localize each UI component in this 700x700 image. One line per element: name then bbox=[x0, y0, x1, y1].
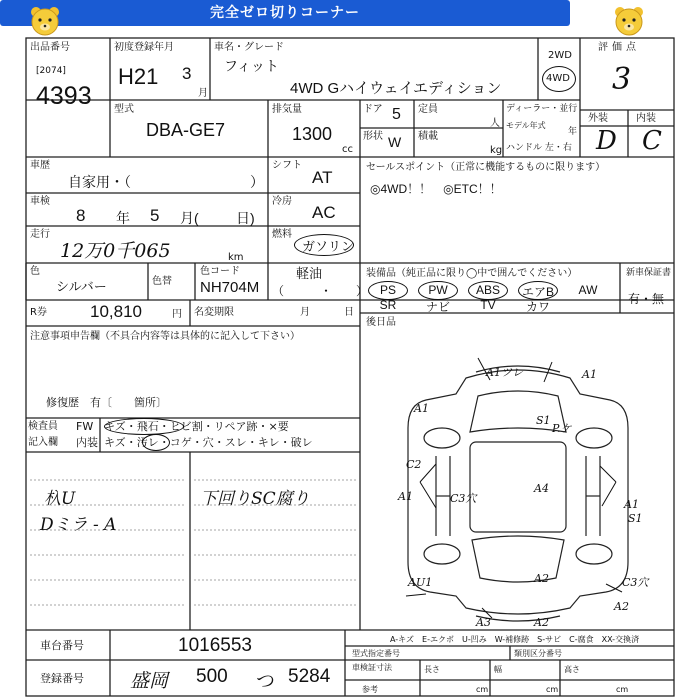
displacement-label: 排気量 bbox=[272, 104, 302, 115]
diagram-mark-10: S1 bbox=[628, 512, 643, 525]
equipment-label: 装備品（純正品に限り◯中で囲んでください） bbox=[366, 268, 578, 279]
diagram-mark-13: C3穴 bbox=[622, 576, 649, 589]
equipment-item-top-2: ABS bbox=[475, 283, 500, 297]
shape-value: W bbox=[388, 134, 402, 150]
diagram-mark-0: A1ツレ bbox=[486, 366, 523, 379]
score-interior-value: C bbox=[642, 126, 662, 156]
load-label: 積載 bbox=[418, 131, 438, 142]
lot-sub-number: [2074] bbox=[36, 66, 66, 76]
color-code: NH704M bbox=[200, 279, 260, 296]
inspection-month-unit: 月( bbox=[180, 210, 199, 226]
model-year-unit: 年 bbox=[568, 127, 578, 137]
mileage-unit: km bbox=[228, 252, 244, 263]
damage-legend: A-キズ E-エクボ U-凹み W-補修跡 S-サビ C-腐食 XX-交換済 bbox=[390, 635, 640, 644]
fuel-other: （ ・ ） bbox=[272, 284, 369, 298]
check-interior-head: 内装 bbox=[76, 436, 98, 449]
color-change-label: 色替 bbox=[152, 276, 172, 287]
diagram-mark-11: AU1 bbox=[408, 576, 433, 589]
load-unit: kg bbox=[490, 145, 503, 156]
displacement-unit: cc bbox=[342, 144, 353, 155]
diagram-mark-4: P.ケ bbox=[552, 422, 572, 435]
check-fw-circle bbox=[104, 418, 184, 435]
dealer-label: ディーラー・並行 bbox=[506, 104, 578, 114]
mileage-value: 12万0千065 bbox=[60, 240, 171, 262]
diagram-mark-9: A1 bbox=[624, 498, 639, 511]
inspector-label: 検査員 bbox=[28, 421, 58, 432]
diagram-mark-5: C2 bbox=[406, 458, 422, 471]
doors-value: 5 bbox=[392, 106, 401, 123]
later-items-label: 後日品 bbox=[366, 317, 396, 328]
name-change-month: 月 bbox=[300, 307, 310, 318]
r-fee-label: R券 bbox=[30, 307, 47, 318]
plate-region: 盛岡 bbox=[130, 670, 169, 692]
length-cm: cm bbox=[476, 685, 489, 694]
remark-left-1: 杁U bbox=[44, 489, 76, 509]
equipment-item-top-1: PW bbox=[428, 283, 448, 297]
diagram-mark-8: A4 bbox=[534, 482, 549, 495]
color-label: 色 bbox=[30, 266, 40, 277]
equipment-item-bottom-1: ナビ bbox=[425, 300, 450, 314]
equipment-item-top-0: PS bbox=[379, 283, 396, 297]
remark-left-2: Dミラ - A bbox=[40, 515, 117, 535]
diagram-mark-15: A3 bbox=[476, 616, 491, 628]
history-label: 車歴 bbox=[30, 160, 50, 171]
ac-value: AC bbox=[312, 203, 336, 222]
car-name: フィット bbox=[224, 58, 279, 74]
diagram-mark-3: S1 bbox=[536, 414, 551, 427]
model-year-label: モデル年式 bbox=[506, 121, 546, 130]
notes-label: 注意事項申告欄（不具合内容等は具体的に記入して下さい） bbox=[30, 331, 300, 342]
score-exterior-label: 外装 bbox=[588, 113, 608, 124]
vehicle-size-label: 車検証寸法 bbox=[352, 663, 392, 672]
car-name-label: 車名・グレード bbox=[214, 42, 284, 53]
sales-points-label: セールスポイント（正常に機能するものに限ります） bbox=[366, 162, 606, 173]
repair-history: 修復歴 有〔 箇所〕 bbox=[46, 396, 167, 409]
diagram-mark-7: C3穴 bbox=[450, 492, 477, 505]
diagram-mark-14: A2 bbox=[614, 600, 629, 613]
reference-label: 参考 bbox=[362, 685, 378, 694]
warranty-value: 有・無 bbox=[628, 292, 665, 306]
handle-label: ハンドル 左・右 bbox=[506, 143, 572, 153]
spec-number-label: 型式指定番号 bbox=[352, 649, 400, 658]
history-close: ） bbox=[250, 174, 264, 190]
width-label: 幅 bbox=[494, 665, 502, 674]
drive-label: 2WD bbox=[548, 50, 572, 61]
sales-points-text: ◎4WD！！ ◎ETC！！ bbox=[370, 182, 502, 196]
equipment-item-bottom-0: SR bbox=[379, 298, 397, 312]
shape-label: 形状 bbox=[363, 131, 383, 142]
r-fee-unit: 円 bbox=[172, 309, 182, 320]
registration-label: 初度登録年月 bbox=[114, 42, 174, 53]
height-label: 高さ bbox=[564, 665, 580, 674]
check-interior-circle bbox=[142, 434, 170, 451]
ac-label: 冷房 bbox=[272, 196, 292, 207]
diagram-mark-16: A2 bbox=[534, 616, 549, 628]
score-value: 3 bbox=[612, 62, 632, 97]
class-number-label: 類別区分番号 bbox=[514, 649, 562, 658]
inspection-month: 5 bbox=[150, 206, 160, 225]
registration-era-year: H21 bbox=[118, 64, 159, 89]
check-interior-items: キズ・汚レ・コゲ・穴・スレ・キレ・破レ bbox=[104, 436, 313, 449]
equipment-row-2 bbox=[370, 298, 620, 314]
check-fw-items: キズ・飛石・ヒビ割・リペア跡・×要 bbox=[104, 420, 289, 433]
remark-right-1: 下回りSC腐り bbox=[200, 489, 310, 509]
plate-kana: つ bbox=[256, 671, 276, 692]
shift-label: シフト bbox=[272, 160, 302, 171]
chassis-number: 1016553 bbox=[178, 635, 252, 656]
lot-number: 4393 bbox=[36, 82, 92, 110]
header-title: 完全ゼロ切りコーナー bbox=[210, 5, 360, 21]
inspection-label: 車検 bbox=[30, 196, 50, 207]
warranty-label: 新車保証書 bbox=[626, 268, 672, 278]
plate-number: 5284 bbox=[288, 666, 331, 687]
displacement-value: 1300 bbox=[292, 124, 333, 144]
inspection-year-unit: 年 bbox=[116, 210, 130, 226]
score-exterior-value: D bbox=[596, 126, 617, 156]
chassis-label: 車台番号 bbox=[40, 639, 84, 652]
check-fw-head: FW bbox=[76, 420, 94, 433]
lot-label: 出品番号 bbox=[30, 42, 70, 53]
doors-label: ドア bbox=[363, 104, 383, 115]
height-cm: cm bbox=[616, 685, 629, 694]
model-value: DBA-GE7 bbox=[146, 120, 226, 140]
diagram-mark-6: A1 bbox=[398, 490, 413, 503]
fuel-diesel: 軽油 bbox=[296, 266, 323, 281]
inspection-day-unit: 日) bbox=[236, 210, 255, 226]
car-grade: 4WD Gハイウェイエディション bbox=[290, 80, 502, 97]
entry-label: 記入欄 bbox=[28, 437, 58, 448]
equipment-item-top-3: エアB bbox=[521, 285, 554, 299]
capacity-label: 定員 bbox=[418, 104, 438, 115]
car-damage-diagram bbox=[366, 332, 670, 628]
plate-class: 500 bbox=[196, 666, 228, 687]
color-value: シルバー bbox=[56, 279, 107, 294]
plate-label: 登録番号 bbox=[40, 672, 84, 685]
mileage-label: 走行 bbox=[30, 229, 50, 240]
diagram-mark-1: A1 bbox=[582, 368, 597, 381]
score-interior-label: 内装 bbox=[636, 113, 656, 124]
fuel-label: 燃料 bbox=[272, 229, 292, 240]
capacity-unit: 人 bbox=[490, 118, 500, 129]
registration-month-unit: 月 bbox=[198, 88, 208, 99]
diagram-mark-12: A2 bbox=[534, 572, 549, 585]
equipment-row-1 bbox=[370, 283, 620, 299]
registration-month: 3 bbox=[182, 64, 192, 83]
equipment-item-bottom-2: TV bbox=[480, 298, 496, 312]
shift-value: AT bbox=[312, 168, 333, 187]
equipment-item-bottom-3: カワ bbox=[525, 300, 550, 314]
fuel-gasoline: ガソリン bbox=[302, 239, 355, 254]
r-fee-value: 10,810 bbox=[90, 302, 142, 321]
inspection-year: 8 bbox=[76, 206, 86, 225]
length-label: 長さ bbox=[424, 665, 440, 674]
name-change-label: 名変期限 bbox=[194, 307, 234, 318]
diagram-mark-2: A1 bbox=[414, 402, 429, 415]
history-value: 自家用・（ bbox=[68, 174, 131, 190]
color-code-label: 色コード bbox=[200, 266, 240, 277]
name-change-day: 日 bbox=[344, 307, 354, 318]
equipment-item-top-4: AW bbox=[578, 283, 598, 297]
model-label: 型式 bbox=[114, 104, 134, 115]
score-label: 評価点 bbox=[598, 42, 640, 53]
width-cm: cm bbox=[546, 685, 559, 694]
drive-value: 4WD bbox=[546, 73, 570, 84]
